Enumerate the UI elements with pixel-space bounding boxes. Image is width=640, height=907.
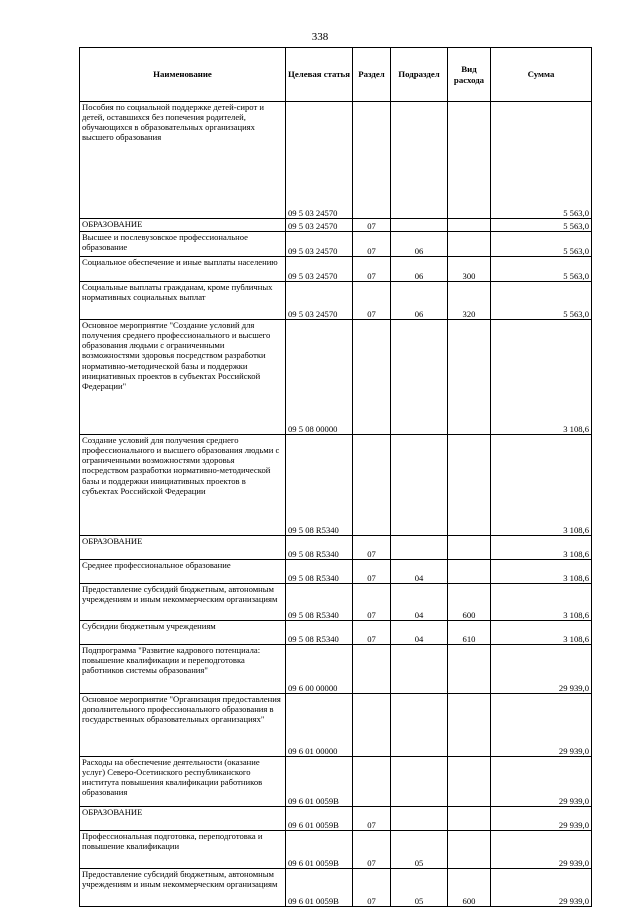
table-header-row (80, 48, 592, 102)
row-section (353, 694, 391, 757)
row-name: Основное мероприятие "Создание условий для получения среднего профессионального и высшего образования людьми с ограниченными возможностями здоровья посредством разработки нормативно-методической базы и поддержки инициативных проектов в субъектах Российской Федерации" (80, 320, 286, 435)
row-name: Предоставление субсидий бюджетным, автономным учреждениям и иным некоммерческим организациям (80, 584, 286, 621)
row-section: 07 (353, 282, 391, 320)
row-name: Среднее профессиональное образование (80, 560, 286, 584)
row-code: 09 5 08 R5340 (286, 536, 353, 560)
row-name: ОБРАЗОВАНИЕ (80, 807, 286, 831)
row-code: 09 5 08 00000 (286, 320, 353, 435)
row-section (353, 645, 391, 694)
row-sum: 29 939,0 (491, 694, 592, 757)
column-header-exp-type: Вид расхода (448, 48, 491, 102)
table-row (80, 536, 592, 560)
table-row (80, 219, 592, 232)
row-sum: 29 939,0 (491, 807, 592, 831)
row-exp-type (448, 645, 491, 694)
budget-table (79, 47, 592, 907)
row-code: 09 6 01 0059В (286, 807, 353, 831)
row-subsection: 04 (391, 584, 448, 621)
row-name: Профессиональная подготовка, переподготовка и повышение квалификации (80, 831, 286, 869)
row-exp-type (448, 536, 491, 560)
row-code: 09 6 01 00000 (286, 694, 353, 757)
row-sum: 3 108,6 (491, 560, 592, 584)
table-row (80, 621, 592, 645)
row-subsection (391, 645, 448, 694)
row-code: 09 6 01 0059В (286, 831, 353, 869)
row-code: 09 5 08 R5340 (286, 584, 353, 621)
row-exp-type (448, 694, 491, 757)
row-exp-type: 300 (448, 257, 491, 282)
row-section: 07 (353, 807, 391, 831)
table-row (80, 232, 592, 257)
row-sum: 29 939,0 (491, 645, 592, 694)
row-sum: 5 563,0 (491, 257, 592, 282)
table-row (80, 560, 592, 584)
row-subsection (391, 435, 448, 536)
row-section (353, 102, 391, 219)
row-section: 07 (353, 584, 391, 621)
table-row (80, 257, 592, 282)
row-sum: 3 108,6 (491, 621, 592, 645)
row-subsection (391, 536, 448, 560)
row-name: ОБРАЗОВАНИЕ (80, 536, 286, 560)
row-exp-type (448, 219, 491, 232)
row-exp-type: 320 (448, 282, 491, 320)
row-sum: 3 108,6 (491, 435, 592, 536)
column-header-subsection: Подраздел (391, 48, 448, 102)
table-row (80, 869, 592, 907)
table-row (80, 282, 592, 320)
row-name: Пособия по социальной поддержке детей-сирот и детей, оставшихся без попечения родителей, обучающихся в образовательных организациях высшего образования (80, 102, 286, 219)
row-section: 07 (353, 536, 391, 560)
row-subsection: 05 (391, 831, 448, 869)
table-row (80, 584, 592, 621)
row-sum: 5 563,0 (491, 102, 592, 219)
row-exp-type (448, 757, 491, 807)
row-sum: 29 939,0 (491, 757, 592, 807)
table-row (80, 435, 592, 536)
page-number: 338 (311, 31, 329, 43)
row-code: 09 5 08 R5340 (286, 621, 353, 645)
row-name: Социальные выплаты гражданам, кроме публичных нормативных социальных выплат (80, 282, 286, 320)
row-sum: 5 563,0 (491, 232, 592, 257)
row-sum: 5 563,0 (491, 219, 592, 232)
row-subsection: 06 (391, 257, 448, 282)
row-subsection (391, 219, 448, 232)
row-sum: 3 108,6 (491, 320, 592, 435)
row-code: 09 5 08 R5340 (286, 560, 353, 584)
row-code: 09 5 03 24570 (286, 282, 353, 320)
row-sum: 3 108,6 (491, 536, 592, 560)
row-name: Предоставление субсидий бюджетным, автономным учреждениям и иным некоммерческим организациям (80, 869, 286, 907)
row-name: Высшее и послевузовское профессиональное образование (80, 232, 286, 257)
row-section: 07 (353, 831, 391, 869)
row-section (353, 320, 391, 435)
row-code: 09 6 00 00000 (286, 645, 353, 694)
row-subsection: 06 (391, 232, 448, 257)
row-code: 09 5 03 24570 (286, 232, 353, 257)
row-code: 09 6 01 0059В (286, 869, 353, 907)
table-row (80, 320, 592, 435)
row-exp-type: 600 (448, 869, 491, 907)
row-exp-type (448, 232, 491, 257)
row-subsection (391, 694, 448, 757)
row-section: 07 (353, 219, 391, 232)
row-subsection (391, 102, 448, 219)
row-exp-type: 600 (448, 584, 491, 621)
row-exp-type (448, 435, 491, 536)
row-exp-type (448, 831, 491, 869)
row-sum: 5 563,0 (491, 282, 592, 320)
row-section (353, 757, 391, 807)
row-section (353, 435, 391, 536)
row-section: 07 (353, 869, 391, 907)
table-row (80, 102, 592, 219)
column-header-section: Раздел (353, 48, 391, 102)
table-row (80, 831, 592, 869)
row-name: ОБРАЗОВАНИЕ (80, 219, 286, 232)
row-code: 09 5 03 24570 (286, 219, 353, 232)
column-header-sum: Сумма (491, 48, 592, 102)
row-name: Социальное обеспечение и иные выплаты населению (80, 257, 286, 282)
row-subsection (391, 320, 448, 435)
row-subsection (391, 757, 448, 807)
row-sum: 29 939,0 (491, 869, 592, 907)
row-code: 09 6 01 0059В (286, 757, 353, 807)
row-subsection: 04 (391, 621, 448, 645)
row-name: Подпрограмма "Развитие кадрового потенциала: повышение квалификации и переподготовка работников системы образования" (80, 645, 286, 694)
row-exp-type (448, 807, 491, 831)
table-row (80, 757, 592, 807)
row-name: Основное мероприятие "Организация предоставления дополнительного профессионального образования в государственных образовательных организациях" (80, 694, 286, 757)
row-subsection: 06 (391, 282, 448, 320)
row-exp-type (448, 320, 491, 435)
row-section: 07 (353, 232, 391, 257)
row-subsection (391, 807, 448, 831)
column-header-name: Наименование (80, 48, 286, 102)
row-name: Субсидии бюджетным учреждениям (80, 621, 286, 645)
row-section: 07 (353, 257, 391, 282)
row-exp-type (448, 560, 491, 584)
row-exp-type (448, 102, 491, 219)
row-sum: 29 939,0 (491, 831, 592, 869)
row-subsection: 04 (391, 560, 448, 584)
row-section: 07 (353, 560, 391, 584)
row-section: 07 (353, 621, 391, 645)
table-row (80, 645, 592, 694)
row-name: Расходы на обеспечение деятельности (оказание услуг) Северо-Осетинского республиканского института повышения квалификации работников образования (80, 757, 286, 807)
row-code: 09 5 03 24570 (286, 257, 353, 282)
row-code: 09 5 08 R5340 (286, 435, 353, 536)
column-header-code: Целевая статья (286, 48, 353, 102)
row-code: 09 5 03 24570 (286, 102, 353, 219)
table-row (80, 807, 592, 831)
row-name: Создание условий для получения среднего профессионального и высшего образования людьми с ограниченными возможностями здоровья посредством разработки нормативно-методической базы и поддержки инициативных проектов в субъектах Российской Федерации (80, 435, 286, 536)
table-row (80, 694, 592, 757)
row-sum: 3 108,6 (491, 584, 592, 621)
row-subsection: 05 (391, 869, 448, 907)
row-exp-type: 610 (448, 621, 491, 645)
